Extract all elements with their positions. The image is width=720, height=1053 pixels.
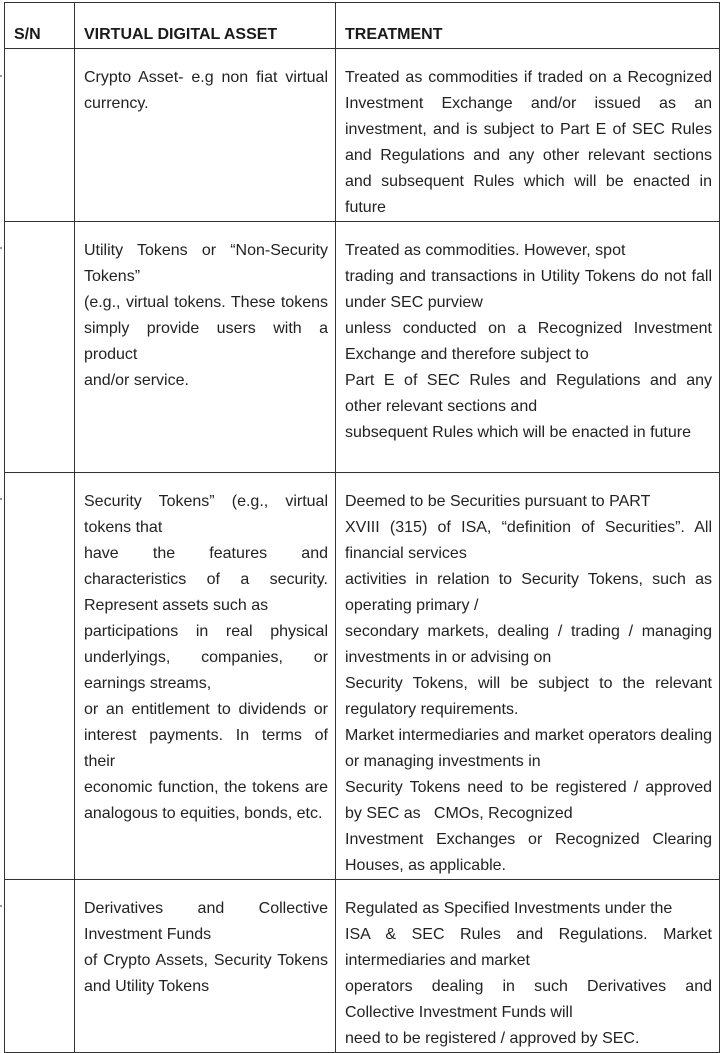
treatment-text: need to be registered / approved by SEC.	[345, 1030, 640, 1047]
treatment-text: Market intermediaries and market operators dealing or managing investments in	[345, 727, 717, 770]
header-row	[5, 3, 720, 49]
treatment-text: unless conducted on a Recognized Investment Exchange and therefore subject to	[345, 320, 717, 363]
treatment-text: Regulated as Specified Investments under the	[345, 900, 673, 917]
sn-cell	[5, 880, 75, 1053]
table-row	[5, 49, 720, 222]
asset-cell	[75, 880, 336, 1053]
asset-text: Security Tokens” (e.g., virtual tokens that	[84, 493, 333, 536]
asset-text: Utility Tokens or “Non-Security Tokens”	[84, 242, 333, 285]
header-sn: S/N	[5, 3, 75, 49]
asset-text: (e.g., virtual tokens. These tokens simply provide users with a product	[84, 294, 333, 363]
treatment-text: activities in relation to Security Tokens, such as operating primary /	[345, 571, 717, 614]
asset-cell	[75, 222, 336, 473]
treatment-text: ISA & SEC Rules and Regulations. Market intermediaries and market	[345, 926, 717, 969]
asset-text: Derivatives and Collective Investment Funds	[84, 900, 333, 943]
treatment-text: Treated as commodities. However, spot	[345, 242, 626, 259]
treatment-text: Security Tokens need to be registered / approved by SEC as CMOs, Recognized	[345, 779, 717, 822]
asset-text: of Crypto Assets, Security Tokens and Utility Tokens	[84, 952, 333, 995]
treatment-text: secondary markets, dealing / trading / managing investments in or advising on	[345, 623, 717, 666]
margin-mark	[0, 247, 2, 249]
asset-text: Crypto Asset- e.g non fiat virtual currency.	[84, 69, 333, 112]
treatment-text: operators dealing in such Derivatives and Collective Investment Funds will	[345, 978, 717, 1021]
asset-text: participations in real physical underlyings, companies, or earnings streams,	[84, 623, 333, 692]
treatment-text: Security Tokens, will be subject to the relevant regulatory requirements.	[345, 675, 717, 718]
asset-cell	[75, 473, 336, 880]
header-virtual-digital-asset: VIRTUAL DIGITAL ASSET	[75, 3, 336, 49]
table-row	[5, 473, 720, 880]
asset-text: or an entitlement to dividends or interest payments. In terms of their	[84, 701, 333, 770]
margin-mark	[0, 75, 2, 77]
asset-cell	[75, 49, 336, 222]
table-row	[5, 222, 720, 473]
header-treatment: TREATMENT	[336, 3, 720, 49]
asset-text: and/or service.	[84, 372, 189, 389]
margin-mark	[0, 498, 2, 500]
treatment-cell	[336, 473, 720, 880]
treatment-text: Part E of SEC Rules and Regulations and any other relevant sections and	[345, 372, 717, 415]
treatment-cell	[336, 49, 720, 222]
treatment-text: subsequent Rules which will be enacted in future	[345, 424, 691, 441]
sn-cell	[5, 222, 75, 473]
virtual-asset-treatment-table	[4, 2, 720, 1053]
sn-cell	[5, 49, 75, 222]
treatment-text: Treated as commodities if traded on a Recognized Investment Exchange and/or issued as an investment, and is subject to Part E of SEC Rules and Regulations and any other relevant sections and subsequent Rules which will be enacted in future	[345, 69, 717, 216]
treatment-cell	[336, 880, 720, 1053]
sn-cell	[5, 473, 75, 880]
margin-mark	[0, 905, 2, 907]
treatment-text: trading and transactions in Utility Tokens do not fall under SEC purview	[345, 268, 717, 311]
treatment-text: XVIII (315) of ISA, “definition of Securities”. All financial services	[345, 519, 717, 562]
asset-text: economic function, the tokens are analogous to equities, bonds, etc.	[84, 779, 333, 822]
treatment-cell	[336, 222, 720, 473]
table-row	[5, 880, 720, 1053]
asset-text: have the features and characteristics of a security. Represent assets such as	[84, 545, 333, 614]
treatment-text: Investment Exchanges or Recognized Clearing Houses, as applicable.	[345, 831, 717, 874]
treatment-text: Deemed to be Securities pursuant to PART	[345, 493, 651, 510]
